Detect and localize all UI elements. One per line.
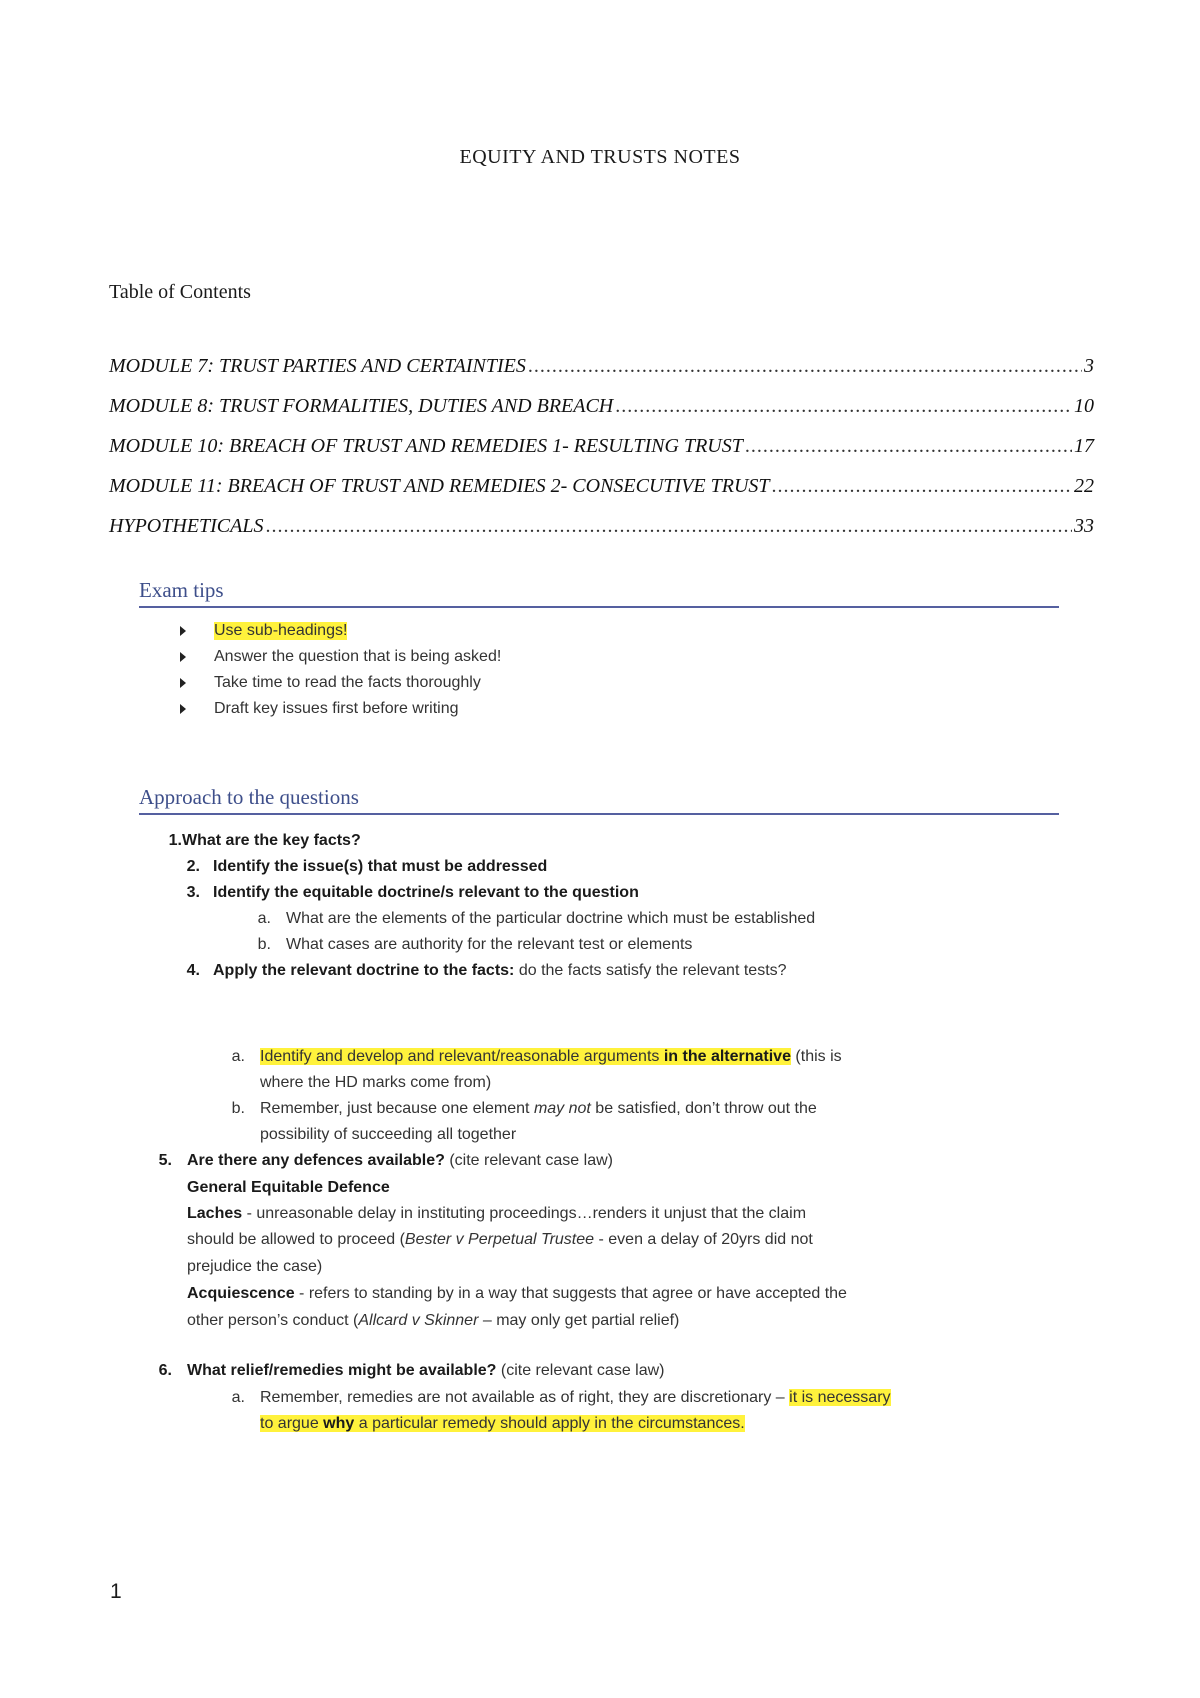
item-text-bold: Are there any defences available?	[187, 1152, 445, 1169]
defence-subheading: General Equitable Defence	[187, 1179, 390, 1196]
exam-tips-list	[180, 618, 501, 722]
toc-entry-title: MODULE 10: BREACH OF TRUST AND REMEDIES 1- RESULTING TRUST	[109, 435, 743, 457]
tip-text: Answer the question that is being asked!	[214, 648, 502, 665]
item-number: 1.	[168, 832, 182, 849]
toc-entry-title: MODULE 7: TRUST PARTIES AND CERTAINTIES	[109, 355, 526, 377]
laches-paragraph	[187, 1205, 806, 1223]
page-number: 1	[110, 1580, 122, 1603]
highlighted-text: a particular remedy should apply in the circumstances.	[354, 1415, 745, 1432]
bullet-arrow-icon	[180, 678, 186, 688]
item-text: Identify the issue(s) that must be addressed	[213, 858, 548, 875]
list-item	[186, 884, 639, 902]
highlighted-text: Identify and develop and relevant/reasonable arguments	[260, 1048, 664, 1065]
item-letter: a.	[231, 1389, 245, 1406]
toc-dot-leader	[745, 435, 1072, 458]
toc-entry[interactable]	[109, 395, 1094, 435]
item-text: other person’s conduct (	[187, 1312, 359, 1329]
tip-text: Take time to read the facts thoroughly	[214, 674, 481, 691]
item-letter: b.	[231, 1100, 245, 1117]
toc-entry-page: 22	[1074, 475, 1094, 497]
item-text: What cases are authority for the relevant test or elements	[286, 936, 693, 953]
item-text-bold: What relief/remedies might be available?	[187, 1362, 497, 1379]
acquiescence-paragraph	[187, 1285, 847, 1303]
term-label: Laches	[187, 1205, 243, 1222]
item-letter: a.	[231, 1048, 245, 1065]
exam-tips-heading: Exam tips	[139, 578, 1059, 608]
list-item	[231, 1389, 891, 1407]
list-item	[231, 1048, 842, 1066]
toc-entry-title: MODULE 8: TRUST FORMALITIES, DUTIES AND BREACH	[109, 395, 614, 417]
toc-entry-page: 10	[1074, 395, 1094, 417]
item-number: 6.	[158, 1362, 172, 1379]
item-text: What are the elements of the particular doctrine which must be established	[286, 910, 816, 927]
item-text: What are the key facts?	[182, 832, 361, 849]
toc-entry-page: 17	[1074, 435, 1094, 457]
toc-heading: Table of Contents	[109, 281, 251, 303]
document-title: EQUITY AND TRUSTS NOTES	[459, 146, 741, 168]
toc-entry[interactable]	[109, 515, 1094, 555]
bullet-arrow-icon	[180, 652, 186, 662]
toc-dot-leader	[528, 355, 1082, 378]
item-text: (cite relevant case law)	[496, 1362, 665, 1379]
highlighted-bold-text: why	[323, 1415, 355, 1432]
toc-entry[interactable]	[109, 355, 1094, 395]
item-letter: b.	[257, 936, 271, 953]
item-text: Remember, remedies are not available as of right, they are discretionary –	[260, 1389, 790, 1406]
list-item	[186, 858, 548, 876]
list-item-continuation	[260, 1415, 745, 1433]
table-of-contents	[109, 355, 1094, 555]
toc-entry-page: 33	[1074, 515, 1094, 537]
item-letter: a.	[257, 910, 271, 927]
item-text: (this is	[790, 1048, 842, 1065]
item-text: possibility of succeeding all together	[260, 1126, 517, 1143]
case-name: Bester v Perpetual Trustee	[404, 1231, 595, 1248]
list-item-continuation	[260, 1126, 516, 1144]
bullet-arrow-icon	[180, 626, 186, 636]
list-item	[158, 1152, 613, 1170]
laches-paragraph-line	[187, 1258, 322, 1276]
case-name: Allcard v Skinner	[358, 1312, 479, 1329]
list-item	[257, 910, 816, 928]
item-number: 2.	[186, 858, 200, 875]
item-text: (cite relevant case law)	[444, 1152, 613, 1169]
list-item	[158, 1362, 665, 1380]
term-label: Acquiescence	[187, 1285, 295, 1302]
item-text: – may only get partial relief)	[478, 1312, 680, 1329]
list-item	[186, 962, 787, 980]
highlighted-text: to argue	[260, 1415, 324, 1432]
highlighted-bold-text: in the alternative	[663, 1048, 791, 1065]
toc-entry-title: MODULE 11: BREACH OF TRUST AND REMEDIES 2- CONSECUTIVE TRUST	[109, 475, 770, 497]
list-item	[257, 936, 693, 954]
toc-entry[interactable]	[109, 435, 1094, 475]
toc-entry[interactable]	[109, 475, 1094, 515]
tip-text: Draft key issues first before writing	[214, 700, 459, 717]
item-text: prejudice the case)	[187, 1258, 323, 1275]
toc-dot-leader	[265, 515, 1072, 538]
approach-heading: Approach to the questions	[139, 785, 1059, 815]
item-number: 4.	[186, 962, 200, 979]
item-text: Remember, just because one element	[260, 1100, 534, 1117]
list-item	[231, 1100, 817, 1118]
item-number: 3.	[186, 884, 200, 901]
item-text: - even a delay of 20yrs did not	[594, 1231, 813, 1248]
bullet-arrow-icon	[180, 704, 186, 714]
list-item	[168, 832, 361, 850]
item-text: be satisfied, don’t throw out the	[590, 1100, 817, 1117]
item-text: where the HD marks come from)	[260, 1074, 492, 1091]
list-item	[180, 618, 501, 644]
list-item	[180, 696, 501, 722]
list-item-continuation	[260, 1074, 491, 1092]
laches-paragraph-line	[187, 1231, 813, 1249]
item-text: Identify the equitable doctrine/s relevant to the question	[213, 884, 639, 901]
toc-entry-page: 3	[1084, 355, 1094, 377]
item-number: 5.	[158, 1152, 172, 1169]
list-item	[180, 670, 501, 696]
toc-dot-leader	[615, 395, 1072, 418]
item-text: do the facts satisfy the relevant tests?	[514, 962, 787, 979]
item-text: - unreasonable delay in instituting proceedings…renders it unjust that the claim	[242, 1205, 807, 1222]
item-text-bold: Apply the relevant doctrine to the facts:	[213, 962, 515, 979]
list-item	[180, 644, 501, 670]
toc-dot-leader	[772, 475, 1072, 498]
toc-entry-title: HYPOTHETICALS	[109, 515, 264, 537]
highlighted-text: it is necessary	[789, 1389, 891, 1406]
item-text: - refers to standing by in a way that suggests that agree or have accepted the	[294, 1285, 847, 1302]
italic-text: may not	[533, 1100, 591, 1117]
acquiescence-paragraph-line	[187, 1312, 679, 1330]
tip-text: Use sub-headings!	[214, 622, 348, 639]
item-text: should be allowed to proceed (	[187, 1231, 405, 1248]
